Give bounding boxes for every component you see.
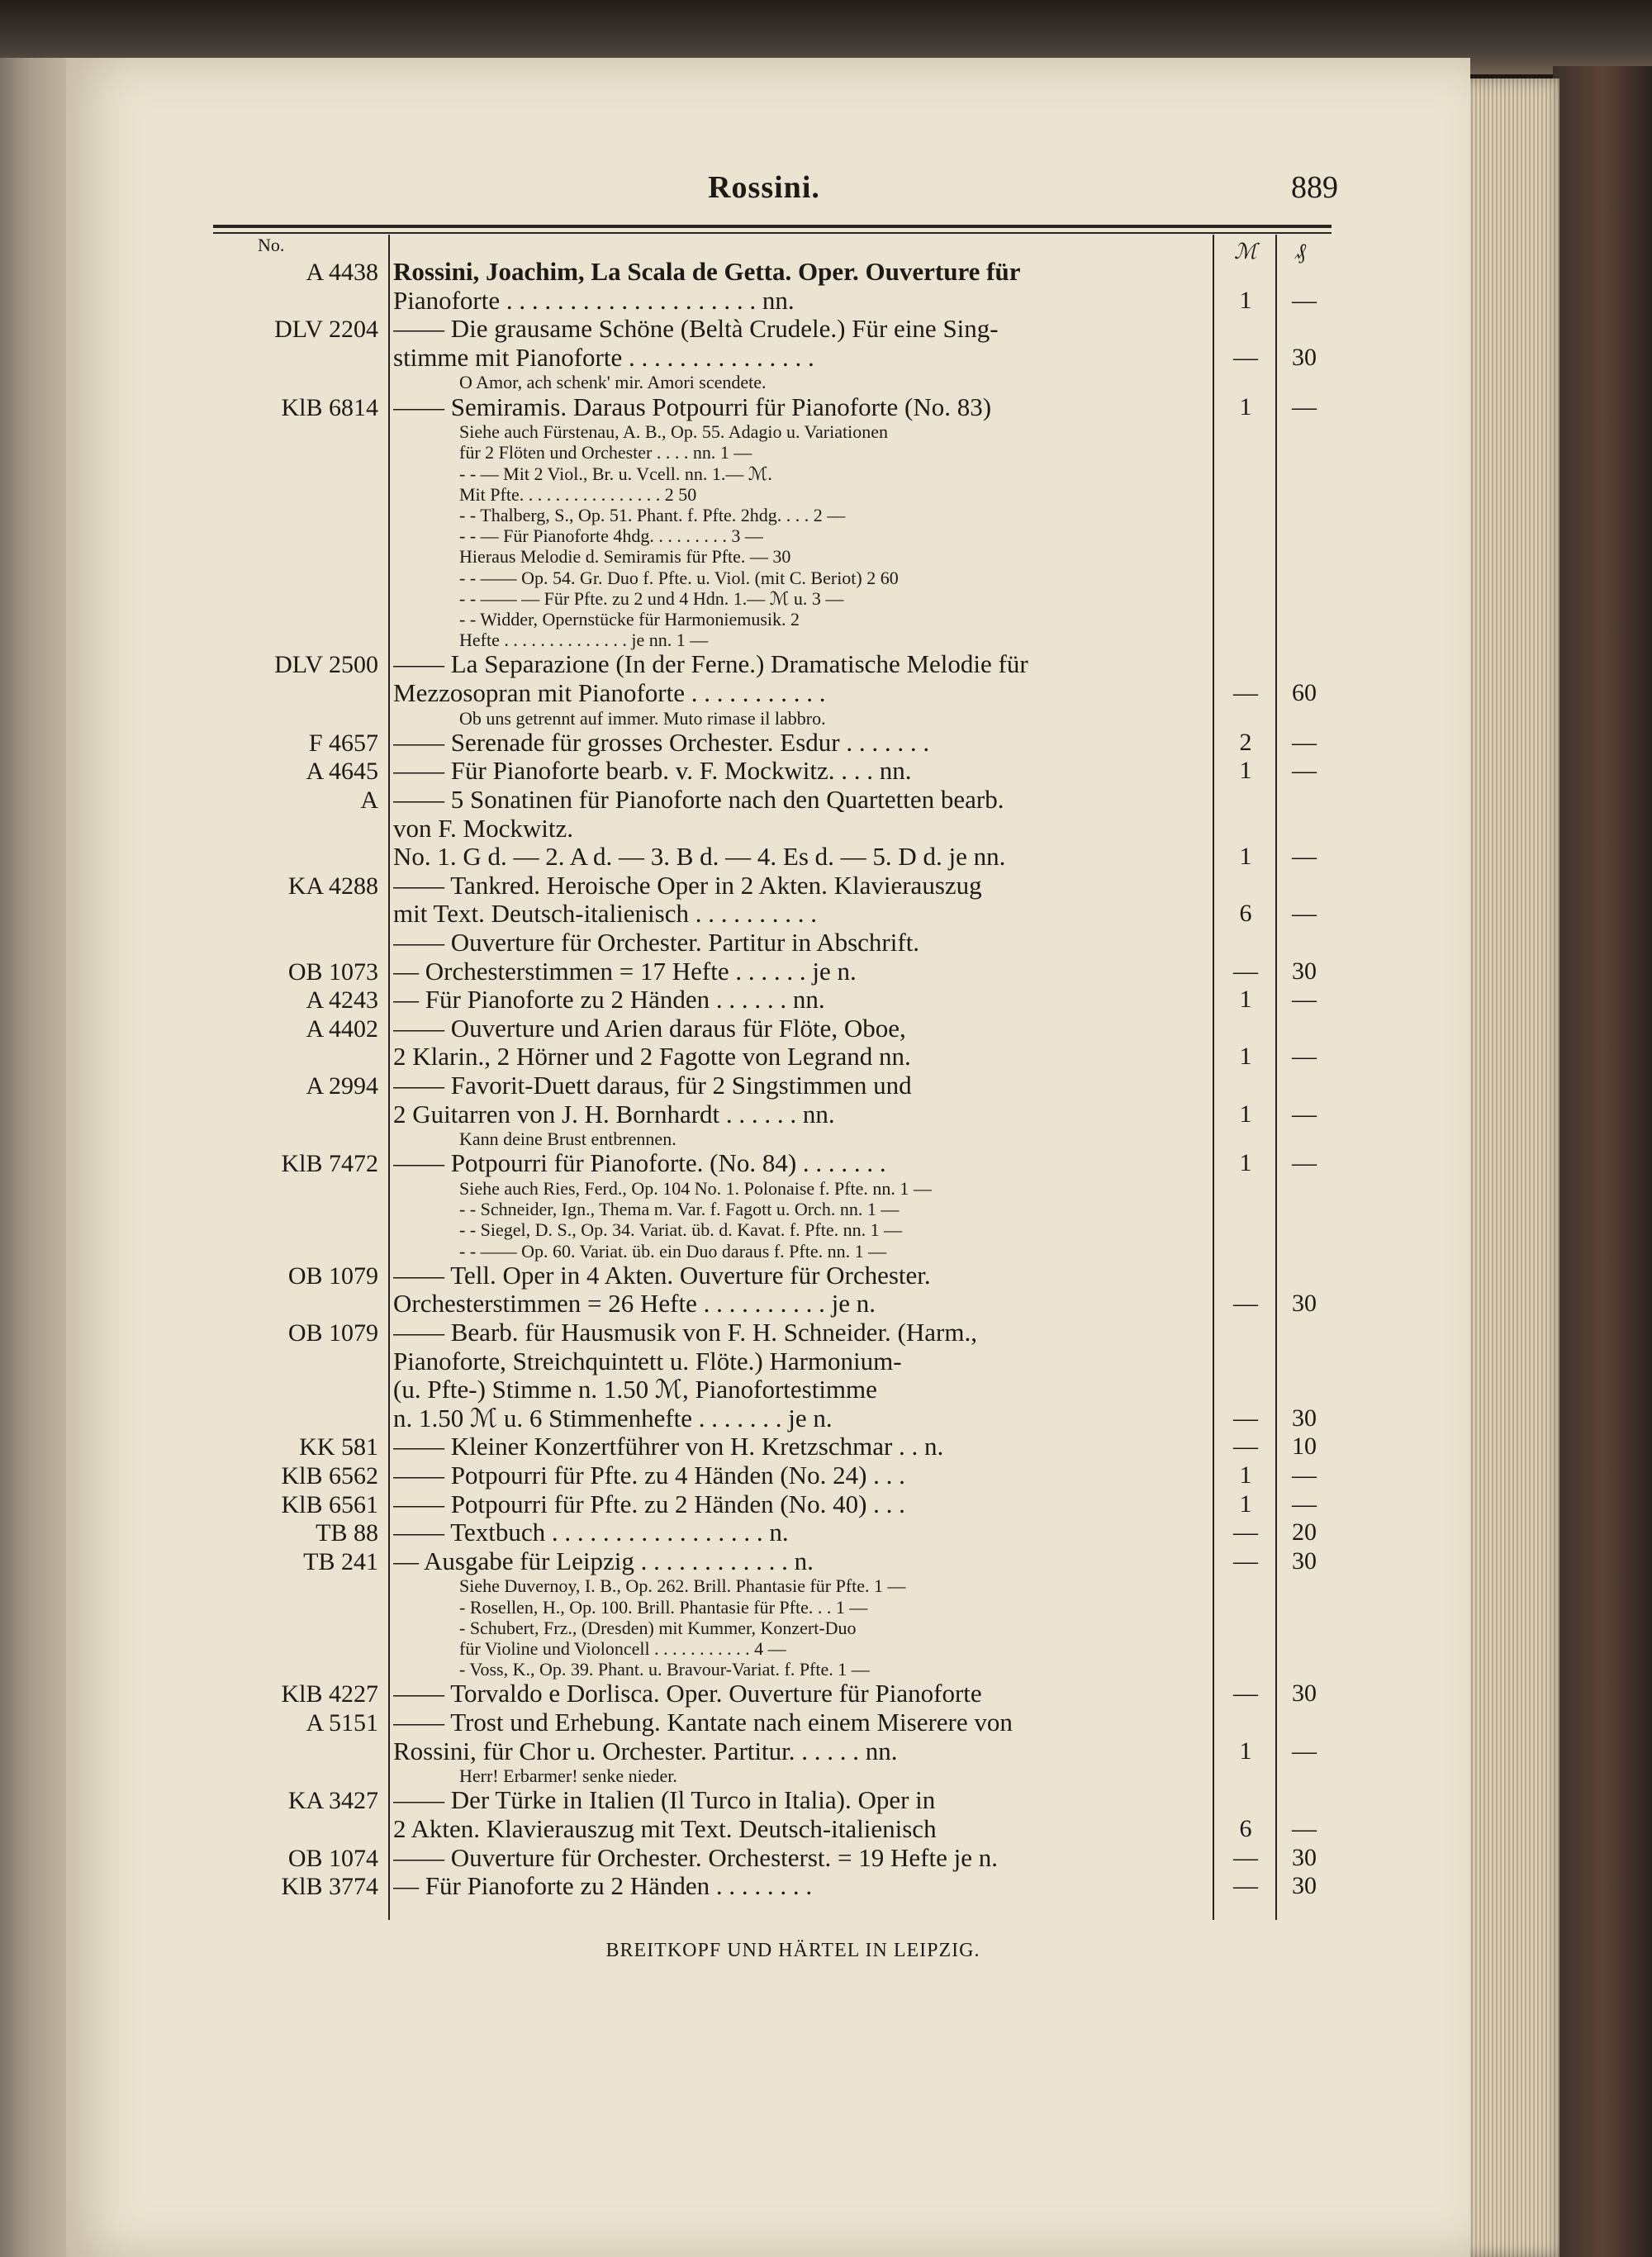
price-mark: 1 [1239,843,1252,871]
entry-text: —— Ouverture für Orchester. Orchesterst. = 19 Hefte je n. [393,1843,998,1872]
entry-text: Hieraus Melodie d. Semiramis für Pfte. — 30 [459,546,791,568]
catalog-row [0,1461,1652,1490]
entry-text: — Für Pianoforte zu 2 Händen . . . . . . . . [393,1872,813,1901]
catalog-row [0,1737,1652,1766]
entry-text: Siehe auch Fürstenau, A. B., Op. 55. Adagio u. Variationen [459,421,888,443]
price-mark: 6 [1239,1815,1252,1842]
catalog-number: OB 1079 [287,1319,378,1347]
entry-text: für Violine und Violoncell . . . . . . . . . . . 4 — [459,1638,786,1659]
catalog-number: KlB 6814 [281,393,378,421]
price-mark: — [1233,1404,1258,1432]
entry-text: mit Text. Deutsch-italienisch . . . . . . . . . . [393,900,817,929]
entry-text: —— Der Türke in Italien (Il Turco in Italia). Oper in [393,1786,936,1815]
price-mark: — [1233,343,1258,371]
entry-text: —— Für Pianoforte bearb. v. F. Mockwitz. . . . nn. [393,757,912,786]
price-pfennig: — [1292,757,1317,785]
price-mark: — [1233,1843,1258,1871]
catalog-number: KA 3427 [287,1787,378,1815]
catalog-row [0,1872,1652,1901]
catalog-row [0,1071,1652,1100]
entry-text: Mit Pfte. . . . . . . . . . . . . . . . 2 50 [459,483,697,505]
catalog-number: A 4438 [306,259,378,286]
entry-text: Pianoforte . . . . . . . . . . . . . . . . . . . . nn. [393,286,795,315]
catalog-number: OB 1079 [287,1262,378,1290]
catalog-row [0,815,1652,843]
price-pfennig: 30 [1292,1872,1317,1900]
entry-text: - - Thalberg, S., Op. 51. Phant. f. Pfte. 2hdg. . . . 2 — [459,505,846,525]
catalog-row [0,1219,1652,1240]
entry-text: —— 5 Sonatinen für Pianoforte nach den Quartetten bearb. [393,786,1004,814]
entry-text: —— Die grausame Schöne (Beltà Crudele.) Für eine Sing- [393,315,999,344]
catalog-row [0,679,1652,708]
catalog-row [0,1014,1652,1043]
entry-text: von F. Mockwitz. [393,814,573,843]
catalog-row [0,1199,1652,1219]
price-mark: — [1233,957,1258,985]
catalog-row [0,1262,1652,1290]
entry-text: - Schubert, Frz., (Dresden) mit Kummer, Konzert-Duo [459,1617,857,1638]
entry-text: - Rosellen, H., Op. 100. Brill. Phantasie für Pfte. . . 1 — [459,1596,868,1618]
page-number: 889 [1291,170,1338,205]
entry-text: (u. Pfte-) Stimme n. 1.50 ℳ, Pianofortestimme [393,1376,877,1404]
entry-text: No. 1. G d. — 2. A d. — 3. B d. — 4. Es d. — 5. D d. je nn. [393,843,1006,872]
catalog-row [0,1433,1652,1461]
catalog-number: KlB 7472 [281,1150,378,1178]
entry-text: n. 1.50 ℳ u. 6 Stimmenhefte . . . . . . . je n. [393,1404,833,1433]
catalog-row [0,1178,1652,1199]
price-pfennig: — [1292,1737,1317,1765]
price-pfennig: 10 [1292,1433,1317,1461]
catalog-row [0,1638,1652,1659]
entry-text: - - Siegel, D. S., Op. 34. Variat. üb. d. Kavat. f. Pfte. nn. 1 — [459,1219,903,1241]
catalog-number: KlB 6562 [281,1462,378,1490]
entry-text: —— Tell. Oper in 4 Akten. Ouverture für Orchester. [393,1261,931,1290]
price-pfennig: 30 [1292,1404,1317,1432]
entry-text: 2 Akten. Klavierauszug mit Text. Deutsch-italienisch [393,1815,937,1843]
price-mark: 6 [1239,900,1252,928]
entry-text: O Amor, ach schenk' mir. Amori scendete. [459,372,767,393]
entry-text: Mezzosopran mit Pianoforte . . . . . . . . . . . [393,679,826,707]
entry-text: —— Bearb. für Hausmusik von F. H. Schneider. (Harm., [393,1319,977,1347]
catalog-row [0,525,1652,546]
price-mark: 1 [1239,1100,1252,1128]
price-mark: 2 [1239,728,1252,756]
catalog-row [0,929,1652,957]
price-mark: 1 [1239,286,1252,314]
catalog-number: TB 241 [303,1547,378,1575]
price-pfennig: 30 [1292,1547,1317,1575]
price-pfennig: — [1292,1043,1317,1071]
catalog-row [0,843,1652,872]
price-mark: — [1233,1872,1258,1900]
catalog-row [0,708,1652,729]
catalog-row [0,372,1652,392]
price-mark: 1 [1239,1043,1252,1071]
catalog-row [0,1659,1652,1680]
price-pfennig: — [1292,900,1317,928]
price-pfennig: — [1292,1815,1317,1842]
entry-text: Pianoforte, Streichquintett u. Flöte.) Harmonium- [393,1347,902,1376]
catalog-row [0,1404,1652,1433]
entry-text: - - Widder, Opernstücke für Harmoniemusik. 2 [459,609,800,630]
catalog-row [0,546,1652,567]
catalog-row [0,442,1652,463]
entry-text: Rossini, für Chor u. Orchester. Partitur. . . . . . nn. [393,1737,898,1765]
price-pfennig: — [1292,1490,1317,1518]
entry-text: —— Potpourri für Pfte. zu 4 Händen (No. 24) . . . [393,1461,905,1490]
catalog-row [0,1149,1652,1178]
catalog-row [0,1347,1652,1376]
entry-text: 2 Guitarren von J. H. Bornhardt . . . . . . nn. [393,1100,835,1128]
catalog-row [0,1708,1652,1737]
catalog-row [0,630,1652,650]
price-pfennig: — [1292,392,1317,421]
price-mark: 1 [1239,986,1252,1014]
entry-text: Siehe Duvernoy, I. B., Op. 262. Brill. Phantasie für Pfte. 1 — [459,1575,906,1597]
price-mark: 1 [1239,1490,1252,1518]
entry-text: —— Torvaldo e Dorlisca. Oper. Ouverture für Pianoforte [393,1680,982,1708]
catalog-row [0,1844,1652,1873]
catalog-row [0,1319,1652,1347]
price-pfennig: — [1292,986,1317,1014]
catalog-row [0,650,1652,679]
catalog-row [0,1100,1652,1129]
price-pfennig: — [1292,1100,1317,1128]
catalog-row [0,986,1652,1014]
catalog-row [0,287,1652,316]
entry-text: —— Favorit-Duett daraus, für 2 Singstimmen und [393,1071,912,1100]
price-pfennig: 30 [1292,957,1317,985]
catalog-row [0,1376,1652,1404]
catalog-number: KlB 4227 [281,1680,378,1708]
price-mark: — [1233,1518,1258,1547]
catalog-row [0,1290,1652,1319]
page-title: Rossini. [708,170,820,205]
catalog-number: DLV 2204 [274,316,378,344]
entry-text: - - Schneider, Ign., Thema m. Var. f. Fagott u. Orch. nn. 1 — [459,1199,900,1220]
price-pfennig: — [1292,286,1317,314]
entry-text: - - —— — Für Pfte. zu 2 und 4 Hdn. 1.— ℳ u. 3 — [459,587,844,609]
catalog-row [0,757,1652,786]
price-pfennig: — [1292,728,1317,756]
catalog-row [0,1547,1652,1576]
catalog-number: A 4243 [306,986,378,1014]
catalog-row [0,1128,1652,1149]
catalog-row [0,1815,1652,1844]
price-pfennig: 30 [1292,343,1317,371]
catalog-row [0,484,1652,505]
entry-text: - - —— Op. 60. Variat. üb. ein Duo daraus f. Pfte. nn. 1 — [459,1240,887,1262]
price-mark: — [1233,1433,1258,1461]
catalog-row [0,344,1652,373]
entry-text: - - — Mit 2 Viol., Br. u. Vcell. nn. 1.— ℳ. [459,463,772,484]
catalog-row [0,315,1652,344]
price-mark: 1 [1239,1461,1252,1489]
catalog-row [0,729,1652,758]
catalog-number: OB 1074 [287,1844,378,1872]
price-pfennig: — [1292,1149,1317,1177]
catalog-number: F 4657 [308,729,378,757]
catalog-number: KA 4288 [287,872,378,900]
catalog-row [0,393,1652,422]
price-mark: — [1233,1547,1258,1575]
catalog-number: KlB 6561 [281,1490,378,1518]
entry-text: - Voss, K., Op. 39. Phant. u. Bravour-Variat. f. Pfte. 1 — [459,1659,870,1680]
catalog-number: A [360,786,378,814]
entry-text: —— Ouverture und Arien daraus für Flöte, Oboe, [393,1014,906,1043]
price-pfennig: 30 [1292,1843,1317,1871]
price-pfennig: 20 [1292,1518,1317,1547]
catalog-row [0,900,1652,929]
header-rule [213,225,1332,228]
price-pfennig: — [1292,1461,1317,1489]
catalog-row [0,957,1652,986]
catalog-row [0,1518,1652,1547]
catalog-number: OB 1073 [287,957,378,986]
entry-text: —— La Separazione (In der Ferne.) Dramatische Melodie für [393,650,1028,679]
catalog-row [0,1241,1652,1262]
catalog-row [0,1786,1652,1815]
entry-text: Rossini, Joachim, La Scala de Getta. Oper. Ouverture für [393,258,1021,286]
catalog-row [0,609,1652,630]
entry-text: —— Semiramis. Daraus Potpourri für Pianoforte (No. 83) [393,392,992,421]
price-pfennig: 30 [1292,1680,1317,1708]
entry-text: —— Potpourri für Pfte. zu 2 Händen (No. 40) . . . [393,1490,905,1518]
header-rule-thin [213,232,1332,234]
catalog-number: KK 581 [299,1433,378,1461]
entry-text: —— Potpourri für Pianoforte. (No. 84) . . . . . . . [393,1149,886,1178]
catalog-number: TB 88 [316,1519,378,1547]
entry-text: - - —— Op. 54. Gr. Duo f. Pfte. u. Viol. (mit C. Beriot) 2 60 [459,567,899,588]
entry-text: —— Tankred. Heroische Oper in 2 Akten. Klavierauszug [393,871,982,900]
price-pfennig: 60 [1292,679,1317,706]
catalog-row [0,1680,1652,1708]
catalog-row [0,421,1652,442]
price-mark: — [1233,679,1258,706]
entry-text: Herr! Erbarmer! senke nieder. [459,1765,677,1787]
entry-text: —— Textbuch . . . . . . . . . . . . . . . . . n. [393,1518,789,1547]
entry-text: —— Serenade für grosses Orchester. Esdur . . . . . . . [393,728,930,757]
price-pfennig: — [1292,843,1317,871]
catalog-row [0,1618,1652,1638]
catalog-row [0,505,1652,525]
entry-text: Hefte . . . . . . . . . . . . . . je nn. 1 — [459,630,709,651]
entry-text: 2 Klarin., 2 Hörner und 2 Fagotte von Legrand nn. [393,1043,911,1071]
entry-text: für 2 Flöten und Orchester . . . . nn. 1 — [459,442,752,463]
entry-text: Ob uns getrennt auf immer. Muto rimase il labbro. [459,707,826,729]
catalog-row [0,786,1652,815]
catalog-row [0,258,1652,287]
catalog-row [0,872,1652,900]
mark-column-header: ℳ [1234,240,1257,264]
entry-text: Orchesterstimmen = 26 Hefte . . . . . . . . . . je n. [393,1290,876,1319]
catalog-row [0,1765,1652,1786]
catalog-row [0,1490,1652,1519]
entry-text: — Ausgabe für Leipzig . . . . . . . . . . . . n. [393,1547,814,1575]
price-mark: 1 [1239,1737,1252,1765]
catalog-number: A 5151 [306,1709,378,1737]
catalog-row [0,1597,1652,1618]
entry-text: —— Ouverture für Orchester. Partitur in Abschrift. [393,929,920,957]
price-mark: 1 [1239,757,1252,785]
price-mark: 1 [1239,392,1252,421]
entry-text: — Für Pianoforte zu 2 Händen . . . . . . nn. [393,986,825,1014]
entry-text: Siehe auch Ries, Ferd., Op. 104 No. 1. Polonaise f. Pfte. nn. 1 — [459,1178,932,1199]
catalog-number: KlB 3774 [281,1873,378,1901]
catalog-number: DLV 2500 [274,651,378,679]
entry-text: — Orchesterstimmen = 17 Hefte . . . . . . je n. [393,957,857,986]
entry-text: —— Kleiner Konzertführer von H. Kretzschmar . . n. [393,1433,944,1461]
price-mark: 1 [1239,1149,1252,1177]
entry-text: Kann deine Brust entbrennen. [459,1128,676,1150]
catalog-row [0,568,1652,588]
catalog-row [0,1043,1652,1071]
catalog-number: A 4645 [306,758,378,786]
pfennig-column-header: ₰ [1295,240,1306,264]
price-pfennig: 30 [1292,1290,1317,1318]
catalog-number: A 4402 [306,1014,378,1043]
price-mark: — [1233,1290,1258,1318]
catalog-row [0,463,1652,484]
price-mark: — [1233,1680,1258,1708]
number-column-label: No. [258,235,285,255]
entry-text: - - — Für Pianoforte 4hdg. . . . . . . . . 3 — [459,525,763,547]
entry-text: —— Trost und Erhebung. Kantate nach einem Miserere von [393,1708,1013,1737]
entry-text: stimme mit Pianoforte . . . . . . . . . . . . . . . [393,343,814,372]
publisher-footer: BREITKOPF UND HÄRTEL IN LEIPZIG. [605,1940,980,1961]
catalog-number: A 2994 [306,1072,378,1100]
catalog-row [0,588,1652,609]
catalog-row [0,1575,1652,1596]
